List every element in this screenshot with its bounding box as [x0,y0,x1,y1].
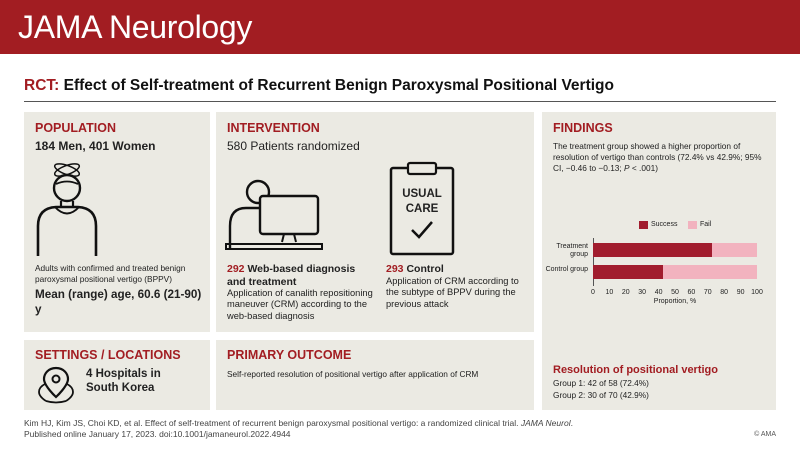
citation-period: . [570,418,573,428]
control-title: Control [406,263,444,275]
resolution-heading: Resolution of positional vertigo [553,364,718,376]
p-value: < .001) [629,163,658,174]
population-counts: 184 Men, 401 Women [35,139,156,153]
category-label-control: Control group [545,266,588,273]
legend-fail-label: Fail [700,221,712,228]
treatment-description: Application of canalith repositioning maneuver (CRM) according to the web-based diagnosis [227,288,373,321]
control-group-title [386,263,526,276]
treatment-title: Web-based diagnosis and treatment [227,263,356,288]
usual-care-line-1: USUAL [402,188,442,200]
bar-success-treatment [593,243,712,257]
settings-panel [24,340,210,410]
population-description: Adults with confirmed and treated benign paroxysmal positional vertigo (BPPV) [35,263,186,285]
x-tick-label: 70 [703,289,712,296]
x-tick-label: 10 [605,289,614,296]
settings-heading: SETTINGS / LOCATIONS [35,348,181,362]
bar-fail-treatment [712,243,757,257]
location-pins-icon [36,364,76,404]
citation-line-1 [24,418,573,429]
infographic-title [24,77,614,95]
title-text: Effect of Self-treatment of Recurrent Benign Paroxysmal Positional Vertigo [63,77,614,94]
usual-care-label [386,187,458,217]
x-tick-label: 80 [720,289,729,296]
intervention-panel [216,112,534,332]
findings-body: The treatment group showed a higher proportion of resolution of vertigo than controls (72.4% vs 42.9%; 95% CI, −0.46 to −0.13; [553,141,762,174]
journal-title: JAMA Neurology [18,9,253,45]
legend-success-label: Success [651,221,678,228]
bar-success-control [593,265,663,279]
citation-authors: Kim HJ, Kim JS, Choi KD, et al. Effect of self-treatment of recurrent benign paroxysmal positional vertigo: a randomized clinical trial. [24,418,521,428]
randomized-count: 580 Patients randomized [227,139,360,153]
legend-success-swatch [639,221,648,229]
person-icon [32,160,102,260]
usual-care-line-2: CARE [405,202,439,215]
title-prefix: RCT: [24,77,60,94]
primary-outcome-heading: PRIMARY OUTCOME [227,348,352,362]
x-tick-label: 40 [654,289,663,296]
resolution-group-2: Group 2: 30 of 70 (42.9%) [553,390,649,400]
bar-fail-control [663,265,757,279]
computer-user-icon [224,178,324,256]
copyright: © AMA [754,431,776,438]
x-tick-label: 60 [687,289,696,296]
journal-header [0,0,800,54]
legend-fail-swatch [688,221,697,229]
control-description: Application of CRM according to the subtype of BPPV during the previous attack [386,276,519,309]
findings-heading: FINDINGS [553,121,613,135]
population-panel [24,112,210,332]
x-tick-label: 30 [638,289,647,296]
x-tick-label: 0 [591,289,595,296]
x-tick-label: 20 [621,289,630,296]
x-tick-label: 50 [671,289,679,296]
population-heading: POPULATION [35,121,117,135]
x-axis-label: Proportion, % [653,298,697,305]
citation-journal: JAMA Neurol [520,418,571,428]
primary-outcome-panel [216,340,534,410]
control-count: 293 [386,263,404,275]
findings-panel [542,112,776,410]
p-label: P [624,163,630,174]
x-tick-label: 90 [736,289,745,296]
intervention-heading: INTERVENTION [227,121,320,135]
x-tick-label: 100 [751,289,763,296]
resolution-group-1: Group 1: 42 of 58 (72.4%) [553,378,649,388]
citation-line-2: Published online January 17, 2023. doi:10.1001/jamaneurol.2022.4944 [24,429,291,440]
primary-outcome-text: Self-reported resolution of positional vertigo after application of CRM [227,369,479,379]
treatment-count: 292 [227,263,245,275]
citation [24,418,573,441]
population-age: Mean (range) age, 60.6 (21-90) y [35,288,202,316]
treatment-group-title [227,263,367,288]
title-divider [24,101,776,102]
category-label-treatment: Treatment group [556,243,588,259]
settings-value: 4 Hospitals in South Korea [86,368,161,394]
